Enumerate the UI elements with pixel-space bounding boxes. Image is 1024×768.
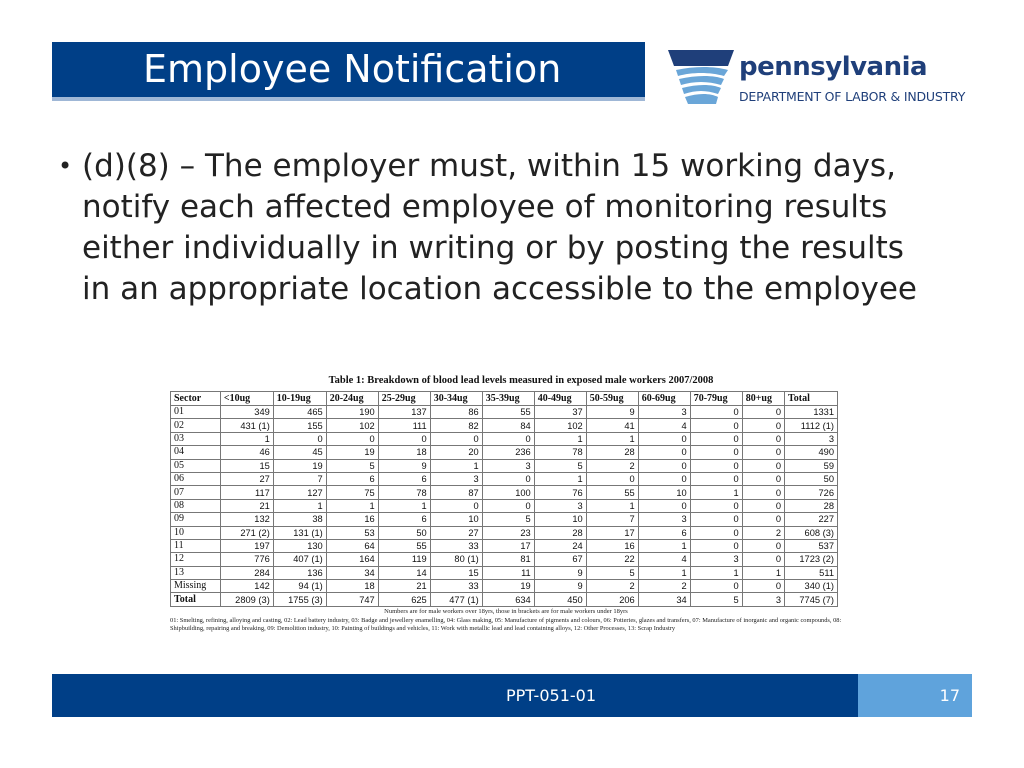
table-row	[171, 580, 838, 593]
value-cell: 1	[326, 499, 378, 512]
sector-cell: 03	[171, 432, 221, 445]
value-cell: 0	[742, 406, 784, 419]
value-cell: 20	[430, 446, 482, 459]
value-cell: 6	[326, 472, 378, 485]
value-cell: 0	[690, 459, 742, 472]
value-cell: 0	[690, 419, 742, 432]
value-cell: 0	[638, 459, 690, 472]
table-header-row	[171, 392, 838, 406]
value-cell: 7	[273, 472, 326, 485]
value-cell: 131 (1)	[273, 526, 326, 539]
table-row	[171, 446, 838, 459]
table-header-cell: 70-79ug	[690, 392, 742, 406]
table-header-cell: 50-59ug	[586, 392, 638, 406]
table-row	[171, 419, 838, 432]
value-cell: 80 (1)	[430, 553, 482, 566]
value-cell: 1	[534, 432, 586, 445]
value-cell: 349	[220, 406, 273, 419]
value-cell: 271 (2)	[220, 526, 273, 539]
value-cell: 33	[430, 539, 482, 552]
value-cell: 127	[273, 486, 326, 499]
value-cell: 5	[586, 566, 638, 579]
value-cell: 608 (3)	[785, 526, 838, 539]
value-cell: 164	[326, 553, 378, 566]
value-cell: 59	[785, 459, 838, 472]
sector-cell: 01	[171, 406, 221, 419]
table-row	[171, 406, 838, 419]
value-cell: 0	[742, 472, 784, 485]
blood-lead-table-figure	[170, 375, 842, 633]
value-cell: 15	[220, 459, 273, 472]
page-number: 17	[858, 674, 972, 717]
value-cell: 7745 (7)	[785, 593, 838, 606]
value-cell: 46	[220, 446, 273, 459]
sector-cell: 07	[171, 486, 221, 499]
value-cell: 625	[378, 593, 430, 606]
value-cell: 2	[586, 459, 638, 472]
value-cell: 24	[534, 539, 586, 552]
value-cell: 87	[430, 486, 482, 499]
table-row	[171, 513, 838, 526]
value-cell: 340 (1)	[785, 580, 838, 593]
value-cell: 0	[742, 432, 784, 445]
value-cell: 284	[220, 566, 273, 579]
value-cell: 21	[378, 580, 430, 593]
value-cell: 0	[482, 472, 534, 485]
value-cell: 6	[638, 526, 690, 539]
blood-lead-table	[170, 391, 838, 607]
value-cell: 0	[326, 432, 378, 445]
sector-cell: 02	[171, 419, 221, 432]
value-cell: 18	[378, 446, 430, 459]
value-cell: 21	[220, 499, 273, 512]
value-cell: 0	[638, 499, 690, 512]
value-cell: 227	[785, 513, 838, 526]
value-cell: 3	[430, 472, 482, 485]
logo-department: DEPARTMENT OF LABOR & INDUSTRY	[739, 89, 966, 104]
value-cell: 0	[690, 539, 742, 552]
table-row	[171, 432, 838, 445]
value-cell: 1	[273, 499, 326, 512]
value-cell: 1	[690, 566, 742, 579]
value-cell: 19	[326, 446, 378, 459]
value-cell: 634	[482, 593, 534, 606]
value-cell: 1	[378, 499, 430, 512]
value-cell: 0	[742, 539, 784, 552]
value-cell: 407 (1)	[273, 553, 326, 566]
value-cell: 100	[482, 486, 534, 499]
value-cell: 64	[326, 539, 378, 552]
value-cell: 511	[785, 566, 838, 579]
value-cell: 2	[586, 580, 638, 593]
value-cell: 16	[586, 539, 638, 552]
sector-cell: 04	[171, 446, 221, 459]
value-cell: 197	[220, 539, 273, 552]
value-cell: 6	[378, 472, 430, 485]
value-cell: 82	[430, 419, 482, 432]
value-cell: 10	[430, 513, 482, 526]
value-cell: 17	[482, 539, 534, 552]
value-cell: 34	[326, 566, 378, 579]
value-cell: 3	[785, 432, 838, 445]
value-cell: 0	[690, 406, 742, 419]
value-cell: 16	[326, 513, 378, 526]
value-cell: 78	[378, 486, 430, 499]
value-cell: 0	[690, 513, 742, 526]
value-cell: 5	[690, 593, 742, 606]
value-cell: 0	[690, 580, 742, 593]
value-cell: 431 (1)	[220, 419, 273, 432]
logo-name: pennsylvania	[739, 52, 928, 82]
table-row	[171, 566, 838, 579]
value-cell: 2	[638, 580, 690, 593]
sector-cell: 12	[171, 553, 221, 566]
sector-cell: 05	[171, 459, 221, 472]
table-header-cell: 25-29ug	[378, 392, 430, 406]
value-cell: 0	[638, 472, 690, 485]
sector-cell: 11	[171, 539, 221, 552]
value-cell: 0	[742, 499, 784, 512]
value-cell: 23	[482, 526, 534, 539]
value-cell: 9	[534, 566, 586, 579]
value-cell: 22	[586, 553, 638, 566]
value-cell: 50	[378, 526, 430, 539]
value-cell: 55	[378, 539, 430, 552]
table-row	[171, 539, 838, 552]
value-cell: 537	[785, 539, 838, 552]
sector-cell: 06	[171, 472, 221, 485]
value-cell: 78	[534, 446, 586, 459]
value-cell: 55	[482, 406, 534, 419]
value-cell: 1	[220, 432, 273, 445]
value-cell: 1	[742, 566, 784, 579]
sector-cell: Missing	[171, 580, 221, 593]
sector-cell: 13	[171, 566, 221, 579]
value-cell: 119	[378, 553, 430, 566]
value-cell: 0	[742, 459, 784, 472]
value-cell: 14	[378, 566, 430, 579]
value-cell: 10	[638, 486, 690, 499]
value-cell: 0	[742, 580, 784, 593]
value-cell: 9	[378, 459, 430, 472]
value-cell: 33	[430, 580, 482, 593]
value-cell: 236	[482, 446, 534, 459]
value-cell: 747	[326, 593, 378, 606]
bullet-point	[58, 146, 918, 310]
value-cell: 0	[586, 472, 638, 485]
value-cell: 10	[534, 513, 586, 526]
value-cell: 0	[690, 432, 742, 445]
value-cell: 5	[482, 513, 534, 526]
value-cell: 3	[742, 593, 784, 606]
value-cell: 0	[690, 446, 742, 459]
value-cell: 55	[586, 486, 638, 499]
value-cell: 776	[220, 553, 273, 566]
value-cell: 0	[742, 419, 784, 432]
value-cell: 111	[378, 419, 430, 432]
value-cell: 136	[273, 566, 326, 579]
table-row	[171, 486, 838, 499]
value-cell: 490	[785, 446, 838, 459]
value-cell: 2	[742, 526, 784, 539]
value-cell: 0	[742, 486, 784, 499]
value-cell: 5	[534, 459, 586, 472]
value-cell: 0	[273, 432, 326, 445]
value-cell: 1	[430, 459, 482, 472]
value-cell: 1112 (1)	[785, 419, 838, 432]
value-cell: 1	[534, 472, 586, 485]
value-cell: 117	[220, 486, 273, 499]
table-header-cell: 35-39ug	[482, 392, 534, 406]
value-cell: 3	[482, 459, 534, 472]
value-cell: 0	[690, 472, 742, 485]
value-cell: 3	[638, 513, 690, 526]
value-cell: 0	[690, 499, 742, 512]
value-cell: 0	[742, 553, 784, 566]
table-header-cell: 30-34ug	[430, 392, 482, 406]
value-cell: 5	[326, 459, 378, 472]
value-cell: 38	[273, 513, 326, 526]
sector-cell: 10	[171, 526, 221, 539]
value-cell: 190	[326, 406, 378, 419]
value-cell: 1331	[785, 406, 838, 419]
value-cell: 9	[534, 580, 586, 593]
title-underline	[52, 97, 645, 101]
value-cell: 477 (1)	[430, 593, 482, 606]
table-row	[171, 526, 838, 539]
value-cell: 81	[482, 553, 534, 566]
footer-code: PPT-051-01	[505, 686, 596, 705]
value-cell: 28	[785, 499, 838, 512]
value-cell: 4	[638, 553, 690, 566]
value-cell: 0	[742, 513, 784, 526]
table-header-cell: Sector	[171, 392, 221, 406]
table-header-cell: 20-24ug	[326, 392, 378, 406]
value-cell: 94 (1)	[273, 580, 326, 593]
value-cell: 28	[586, 446, 638, 459]
value-cell: 17	[586, 526, 638, 539]
value-cell: 1	[638, 539, 690, 552]
value-cell: 37	[534, 406, 586, 419]
value-cell: 45	[273, 446, 326, 459]
table-title: Table 1: Breakdown of blood lead levels measured in exposed male workers 2007/2008	[328, 375, 714, 386]
value-cell: 102	[534, 419, 586, 432]
table-header-cell: <10ug	[220, 392, 273, 406]
table-row	[171, 459, 838, 472]
table-note: Numbers are for male workers over 18yrs, those in brackets are for male workers under 18yrs	[384, 607, 628, 615]
sector-cell: Total	[171, 593, 221, 606]
value-cell: 0	[430, 499, 482, 512]
value-cell: 450	[534, 593, 586, 606]
value-cell: 19	[273, 459, 326, 472]
value-cell: 11	[482, 566, 534, 579]
value-cell: 76	[534, 486, 586, 499]
table-header-cell: 40-49ug	[534, 392, 586, 406]
bullet-text: (d)(8) – The employer must, within 15 working days, notify each affected employee of monitoring results either individually in writing or by posting the results in an appropriate location accessible to the employee	[82, 148, 917, 307]
value-cell: 0	[638, 446, 690, 459]
value-cell: 137	[378, 406, 430, 419]
value-cell: 3	[638, 406, 690, 419]
table-total-row	[171, 593, 838, 606]
value-cell: 4	[638, 419, 690, 432]
table-header-cell: 60-69ug	[638, 392, 690, 406]
sector-cell: 09	[171, 513, 221, 526]
value-cell: 84	[482, 419, 534, 432]
bullet-dot-icon: •	[58, 152, 73, 180]
value-cell: 18	[326, 580, 378, 593]
value-cell: 1	[690, 486, 742, 499]
table-row	[171, 553, 838, 566]
value-cell: 28	[534, 526, 586, 539]
value-cell: 67	[534, 553, 586, 566]
value-cell: 3	[534, 499, 586, 512]
value-cell: 27	[220, 472, 273, 485]
value-cell: 1	[638, 566, 690, 579]
table-header-cell: Total	[785, 392, 838, 406]
value-cell: 0	[742, 446, 784, 459]
value-cell: 34	[638, 593, 690, 606]
value-cell: 2809 (3)	[220, 593, 273, 606]
value-cell: 6	[378, 513, 430, 526]
value-cell: 130	[273, 539, 326, 552]
value-cell: 1	[586, 432, 638, 445]
value-cell: 155	[273, 419, 326, 432]
value-cell: 1	[586, 499, 638, 512]
value-cell: 75	[326, 486, 378, 499]
footer-bar	[52, 674, 972, 717]
value-cell: 9	[586, 406, 638, 419]
value-cell: 1755 (3)	[273, 593, 326, 606]
value-cell: 142	[220, 580, 273, 593]
value-cell: 19	[482, 580, 534, 593]
value-cell: 53	[326, 526, 378, 539]
value-cell: 465	[273, 406, 326, 419]
table-header-cell: 10-19ug	[273, 392, 326, 406]
value-cell: 0	[482, 499, 534, 512]
table-legend: 01: Smelting, refining, alloying and casting, 02: Lead battery industry, 03: Badge and jewellery enamelling, 04: Glass making, 05: Manufacture of pigments and colours, 06: Potteries, glazes and transfers, 07: Manufacture of inorganic and organic compounds, 08: Shipbuilding, repairing and breaking, 09: Demolition industry, 10: Painting of buildings and vehicles, 11: Work with metallic lead and lead containing alloys, 12: Other Processes, 13: Scrap Industry	[170, 616, 842, 632]
table-row	[171, 499, 838, 512]
value-cell: 102	[326, 419, 378, 432]
value-cell: 132	[220, 513, 273, 526]
value-cell: 0	[430, 432, 482, 445]
value-cell: 0	[378, 432, 430, 445]
pa-labor-logo	[666, 44, 986, 110]
keystone-icon	[666, 44, 738, 110]
value-cell: 27	[430, 526, 482, 539]
table-header-cell: 80+ug	[742, 392, 784, 406]
value-cell: 0	[482, 432, 534, 445]
value-cell: 0	[690, 526, 742, 539]
value-cell: 3	[690, 553, 742, 566]
value-cell: 0	[638, 432, 690, 445]
table-row	[171, 472, 838, 485]
value-cell: 41	[586, 419, 638, 432]
slide-title: Employee Notification	[52, 42, 645, 97]
value-cell: 1723 (2)	[785, 553, 838, 566]
value-cell: 726	[785, 486, 838, 499]
value-cell: 206	[586, 593, 638, 606]
sector-cell: 08	[171, 499, 221, 512]
value-cell: 50	[785, 472, 838, 485]
value-cell: 7	[586, 513, 638, 526]
value-cell: 86	[430, 406, 482, 419]
value-cell: 15	[430, 566, 482, 579]
